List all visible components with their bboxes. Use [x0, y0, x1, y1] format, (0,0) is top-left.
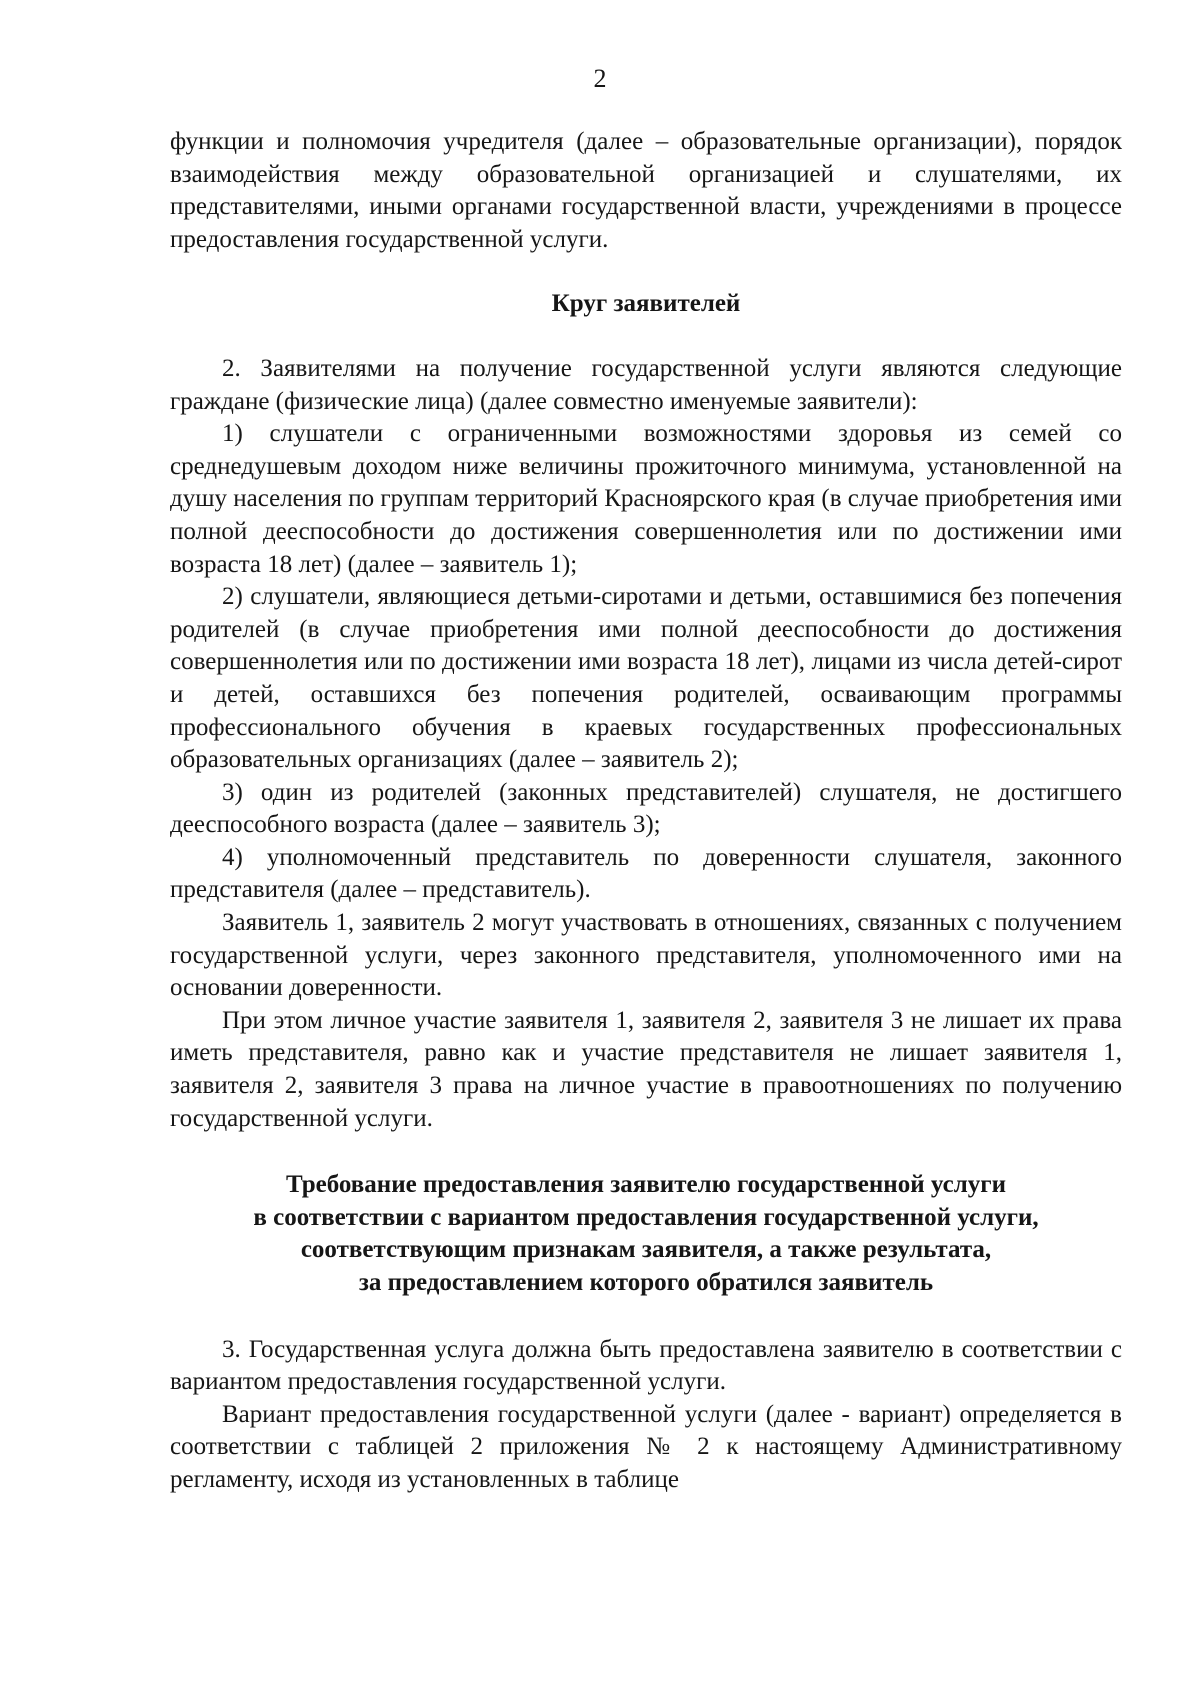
document-body — [170, 126, 1122, 1497]
section-heading-applicants: Круг заявителей — [551, 290, 741, 318]
list-item-applicant-3: 3) один из родителей (законных представителей) слушателя, не достигшего дееспособного возраста (далее – заявитель 3); — [170, 778, 1122, 839]
section-heading-requirement — [170, 1169, 1122, 1299]
paragraph-variant-definition: Вариант предоставления государственной услуги (далее - вариант) определяется в соответствии с таблицей 2 приложения № 2 к настоящему Административному регламенту, исходя из установленных в таблице — [170, 1400, 1122, 1493]
list-item-applicant-2: 2) слушатели, являющиеся детьми-сиротами и детьми, оставшимися без попечения родителей (в случае приобретения ими полной дееспособности до достижения совершеннолетия или по достижении ими возраста 18 лет), лицами из числа детей-сирот и детей, оставшихся без попечения родителей, осваивающим программы профессионального обучения в краевых государственных профессиональных образовательных организациях (далее – заявитель 2); — [170, 583, 1122, 774]
paragraph-applicants-intro: 2. Заявителями на получение государственной услуги являются следующие граждане (физические лица) (далее совместно именуемые заявители): — [170, 354, 1122, 415]
page-number: 2 — [593, 64, 607, 93]
paragraph-personal-participation: При этом личное участие заявителя 1, заявителя 2, заявителя 3 не лишает их права иметь представителя, равно как и участие представителя не лишает заявителя 1, заявителя 2, заявителя 3 права на личное участие в правоотношениях по получению государственной услуги. — [170, 1006, 1122, 1132]
paragraph-service-variant: 3. Государственная услуга должна быть предоставлена заявителю в соответствии с вариантом предоставления государственной услуги. — [170, 1335, 1122, 1396]
list-item-representative: 4) уполномоченный представитель по доверенности слушателя, законного представителя (далее – представитель). — [170, 843, 1122, 904]
intro-paragraph: функции и полномочия учредителя (далее – образовательные организации), порядок взаимодействия между образовательной организацией и слушателями, их представителями, иными органами государственной власти, учреждениями в процессе предоставления государственной услуги. — [170, 128, 1122, 253]
paragraph-legal-representative: Заявитель 1, заявитель 2 могут участвовать в отношениях, связанных с получением государственной услуги, через законного представителя, уполномоченного ими на основании доверенности. — [170, 909, 1122, 1002]
list-item-applicant-1: 1) слушатели с ограниченными возможностями здоровья из семей со среднедушевым доходом ниже величины прожиточного минимума, установленной на душу населения по группам территорий Красноярского края (в случае приобретения ими полной дееспособности до достижения совершеннолетия или по достижении ими возраста 18 лет) (далее – заявитель 1); — [170, 420, 1123, 578]
heading-line: за предоставлением которого обратился заявитель — [358, 1269, 934, 1296]
heading-line: Требование предоставления заявителю государственной услуги — [286, 1171, 1006, 1199]
heading-line: в соответствии с вариантом предоставления государственной услуги, — [253, 1203, 1039, 1231]
heading-line: соответствующим признакам заявителя, а также результата, — [300, 1236, 992, 1264]
